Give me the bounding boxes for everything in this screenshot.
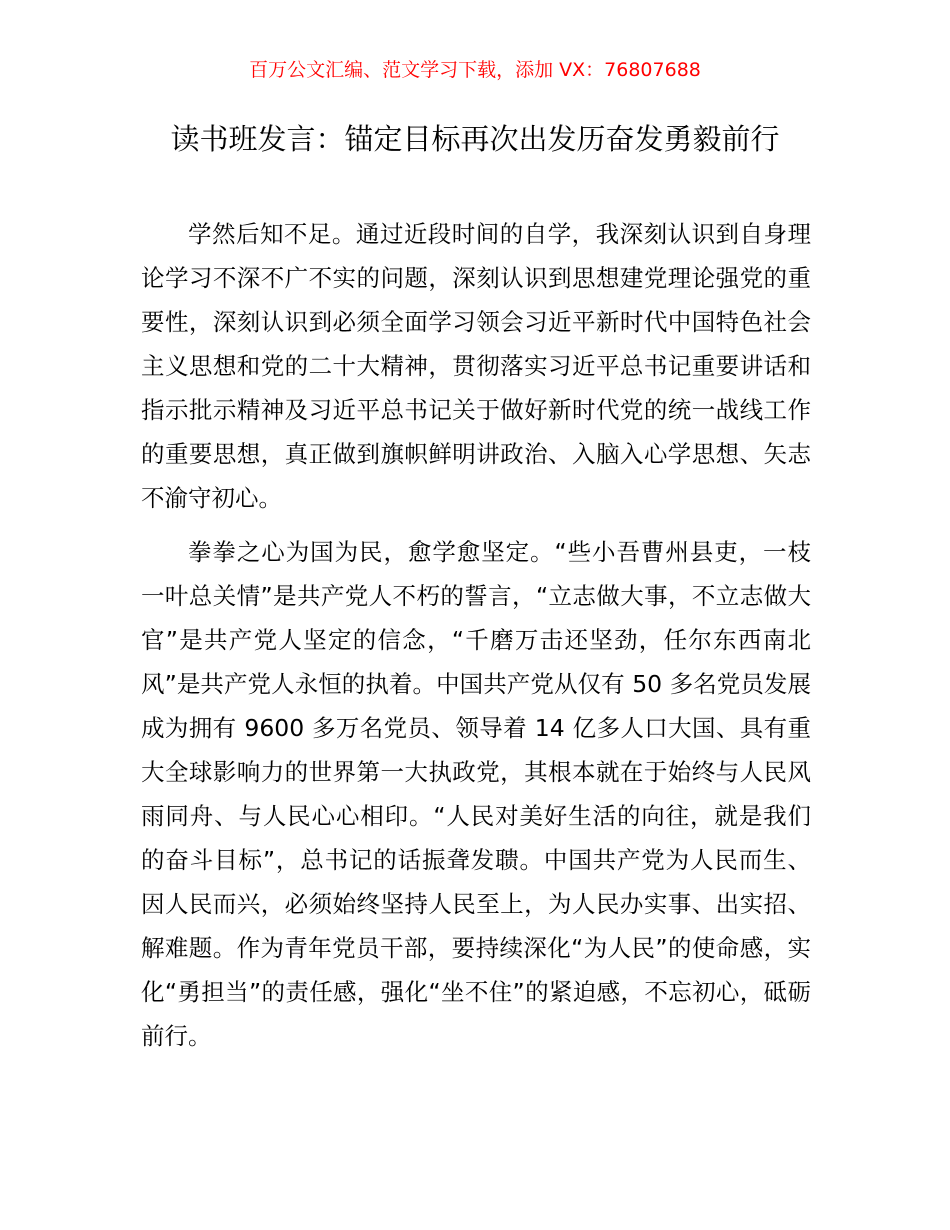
document-body — [141, 212, 811, 1068]
body-paragraph-2: 拳拳之心为国为民，愈学愈坚定。“些小吾曹州县吏，一枝一叶总关情”是共产党人不朽的誓言，“立志做大事，不立志做大官”是共产党人坚定的信念，“千磨万击还坚劲，任尔东西南北风”是共产党人永恒的执着。中国共产党从仅有 50 多名党员发展成为拥有 9600 多万名党员、领导着 14 亿多人口大国、具有重大全球影响力的世界第一大执政党，其根本就在于始终与人民风雨同舟、与人民心心相印。“人民对美好生活的向往，就是我们的奋斗目标”，总书记的话振聋发聩。中国共产党为人民而生、因人民而兴，必须始终坚持人民至上，为人民办实事、出实招、解难题。作为青年党员干部，要持续深化“为人民”的使命感，实化“勇担当”的责任感，强化“坐不住”的紧迫感，不忘初心，砥砺前行。 — [141, 538, 811, 1050]
body-paragraph-1: 学然后知不足。通过近段时间的自学，我深刻认识到自身理论学习不深不广不实的问题，深刻认识到思想建党理论强党的重要性，深刻认识到必须全面学习领会习近平新时代中国特色社会主义思想和党的二十大精神，贯彻落实习近平总书记重要讲话和指示批示精神及习近平总书记关于做好新时代党的统一战线工作的重要思想，真正做到旗帜鲜明讲政治、入脑入心学思想、矢志不渝守初心。 — [141, 220, 811, 512]
header-promo-note: 百万公文汇编、范文学习下载，添加 VX：76807688 — [249, 59, 701, 81]
document-title: 读书班发言：锚定目标再次出发历奋发勇毅前行 — [170, 122, 780, 156]
